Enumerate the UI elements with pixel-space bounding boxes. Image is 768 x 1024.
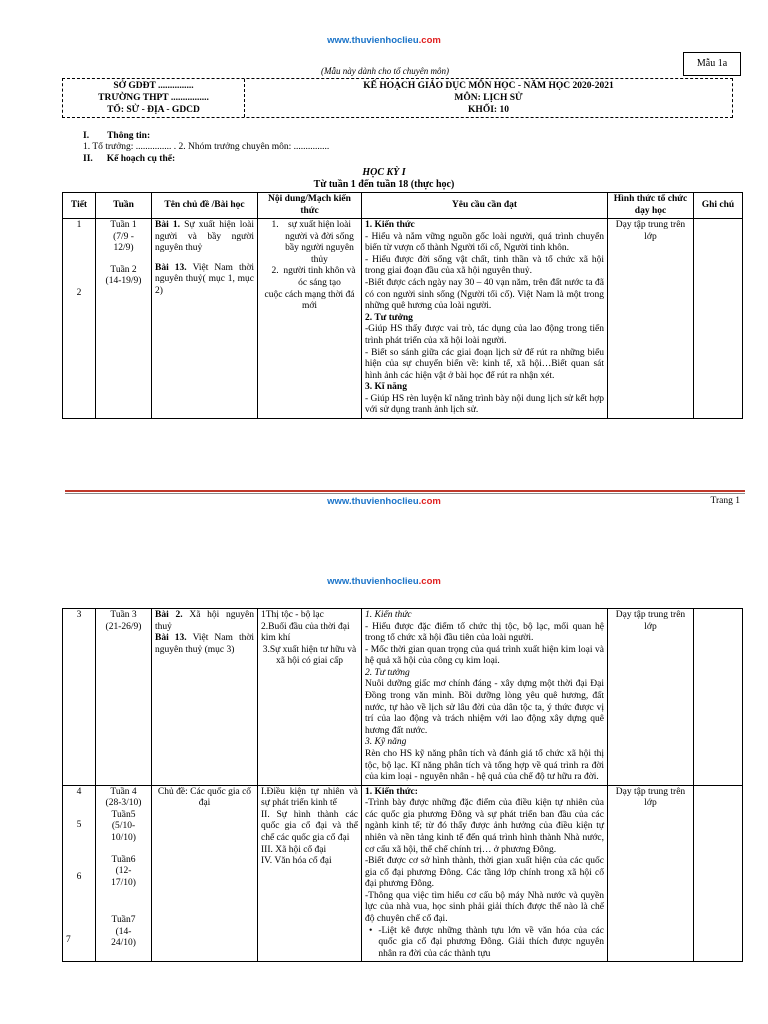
table-row [63, 609, 743, 786]
week-cell: Tuần 4 (28-3/10) Tuần5 (5/10- 10/10) Tuần6 (12- 17/10) Tuần7 (14- 24/10) [96, 785, 152, 962]
tiet-cell: 4 5 6 7 [63, 785, 96, 962]
info-line: 1. Tổ trưởng: ............... . 2. Nhóm trưởng chuyên môn: ............... [83, 142, 330, 152]
note-cell [694, 785, 743, 962]
requirements-cell: 1. Kiến thức - Hiểu và nắm vững nguồn gốc loài người, quá trình chuyển biến từ vượn cổ thành Người tối cổ, Người tinh khôn. - Hiểu được đời sống vật chất, tinh thần và tổ chức xã hội trong giai đoạn đầu của xã hội nguyên thuỷ. -Biết được cách ngày nay 30 – 40 vạn năm, trên đất nước ta đã có con người sinh sống (Người tối cổ). Việt Nam là một trong những quê hương của loài người. 2. Tư tưởng -Giúp HS thấy được vai trò, tác dụng của lao động trong tiến trình phát triển của xã hội loài người. - Biết so sánh giữa các giai đoạn lịch sử để rút ra những biểu hiện của sự chuyển biến về: kinh tế, xã hội…Biết quan sát hình ảnh các hiện vật ở bài học để rút ra nhận xét. 3. Kĩ năng - Giúp HS rèn luyện kĩ năng trình bày nội dung lịch sử kết hợp với sử dụng tranh ảnh lịch sử. [362, 219, 608, 419]
page-number: Trang 1 [710, 496, 740, 506]
footer-rule [65, 490, 745, 492]
content-cell: I.Điều kiện tự nhiên và sự phát triển kinh tế II. Sự hình thành các quốc gia cổ đại và thể chế các quốc gia cổ đại III. Xã hội cổ đại IV. Văn hóa cổ đại [258, 785, 362, 962]
form-cell: Dạy tập trung trên lớp [608, 785, 694, 962]
footer-rule-thin [65, 493, 745, 494]
tiet-cell: 3 [63, 609, 96, 786]
week-cell: Tuần 3 (21-26/9) [96, 609, 152, 786]
note-cell [694, 219, 743, 419]
site-watermark-footer: www.thuvienhoclieu.com [327, 496, 441, 507]
requirements-cell: 1. Kiến thức: -Trình bày được những đặc điểm của điều kiện tự nhiên của các quốc gia phương Đông và sự phát triển ban đầu của các ngành kinh tế; từ đó thấy được ảnh hưởng của điều kiện tự nhiên và nền tảng kinh tế đến quá trình hình thành Nhà nước, cơ cấu xã hội, thể chế chính trị… ở phương Đông. -Biết được cơ sở hình thành, thời gian xuất hiện của các quốc gia cổ đại phương Đông. Các tầng lớp chính trong xã hội cổ đại phương Đông. -Thông qua việc tìm hiểu cơ cấu bộ máy Nhà nước và quyền lực của nhà vua, học sinh phải giải thích được thế nào là chế độ chuyên chế cổ đại. • -Liệt kê được những thành tựu lớn về văn hóa của các quốc gia cổ đại phương Đông. Giải thích được nguyên nhân ra đời của các thành tựu [362, 785, 608, 962]
lesson-cell: Bài 2. Xã hội nguyên thuỷ Bài 13. Việt Nam thời nguyên thuỷ (mục 3) [152, 609, 258, 786]
form-code-box: Mẫu 1a [683, 52, 741, 76]
content-cell: 1. sự xuất hiện loài người và đời sống bầy người nguyên thủy 2. người tinh khôn và óc sáng tạo cuộc cách mạng thời đá mới [258, 219, 362, 419]
col-header-tiet: Tiết [63, 193, 96, 219]
site-watermark-top: www.thuvienhoclieu.com [327, 35, 441, 46]
plan-title: KẾ HOẠCH GIÁO DỤC MÔN HỌC - NĂM HỌC 2020-2021 MÔN: LỊCH SỬ KHỐI: 10 [363, 81, 614, 115]
table-header-row [63, 193, 743, 219]
section-info-heading: I. Thông tin: [83, 131, 151, 141]
plan-table-page2 [62, 608, 743, 962]
table-row [63, 785, 743, 962]
col-header-tuan: Tuần [96, 193, 152, 219]
bullet-item: • -Liệt kê được những thành tựu lớn về văn hóa của các quốc gia cổ đại phương Đông. Giải thích được nguyên nhân ra đời của các thành tựu [369, 925, 604, 959]
content-cell: 1Thị tộc - bộ lạc 2.Buổi đầu của thời đại kim khí 3.Sự xuất hiện tư hữu và xã hội có giai cấp [258, 609, 362, 786]
requirements-cell: 1. Kiến thức - Hiểu được đặc điểm tổ chức thị tộc, bộ lạc, mối quan hệ trong tổ chức xã hội đầu tiên của loài người. - Mốc thời gian quan trọng của quá trình xuất hiện kim loại và hệ quả xã hội của công cụ kim loại. 2. Tư tưởng Nuôi dưỡng giấc mơ chính đáng - xây dựng một thời đại Đại Đồng trong văn minh. Bồi dưỡng lòng yêu quê hương, đất nước, tự hào về lịch sử lâu đời của dân tộc ta, ý thức được vị trí của lao động và trách nhiệm với lao động xây dựng quê hương đất nước. 3. Kỹ năng Rèn cho HS kỹ năng phân tích và đánh giá tổ chức xã hội thị tộc, bộ lạc. Kĩ năng phân tích và tổng hợp về quá trình ra đời của kim loại - nguyên nhân - hệ quả của chế độ tư hữu ra đời. [362, 609, 608, 786]
table-row [63, 219, 743, 419]
document-header [62, 78, 733, 118]
tiet-cell: 1 2 [63, 219, 96, 419]
col-header-form: Hình thức tổ chức dạy học [608, 193, 694, 219]
note-cell [694, 609, 743, 786]
plan-table-page1 [62, 192, 743, 419]
form-cell: Dạy tập trung trên lớp [608, 609, 694, 786]
section-plan-heading: II. Kế hoạch cụ thể: [83, 154, 176, 164]
site-watermark-top-page2: www.thuvienhoclieu.com [327, 576, 441, 587]
bullet-icon: • [369, 925, 373, 936]
form-cell: Dạy tập trung trên lớp [608, 219, 694, 419]
template-note: (Mẫu này dành cho tổ chuyên môn) [321, 66, 449, 76]
col-header-requirements: Yêu cầu cần đạt [362, 193, 608, 219]
term-title: HỌC KỲ I [362, 167, 406, 178]
col-header-lesson: Tên chủ đề /Bài học [152, 193, 258, 219]
col-header-note: Ghi chú [694, 193, 743, 219]
lesson-cell: Chủ đề: Các quốc gia cổ đại [152, 785, 258, 962]
school-info: SỞ GDĐT ............... TRƯỜNG THPT ................ TỔ: SỬ - ĐỊA - GDCD [63, 79, 245, 117]
lesson-cell: Bài 1. Sự xuất hiện loài người và bầy người nguyên thuỷ Bài 13. Việt Nam thời nguyên thuỷ( mục 1, mục 2) [152, 219, 258, 419]
week-cell: Tuần 1 (7/9 - 12/9) Tuần 2 (14-19/9) [96, 219, 152, 419]
col-header-content: Nội dung/Mạch kiến thức [258, 193, 362, 219]
term-subtitle: Từ tuần 1 đến tuần 18 (thực học) [313, 179, 455, 190]
